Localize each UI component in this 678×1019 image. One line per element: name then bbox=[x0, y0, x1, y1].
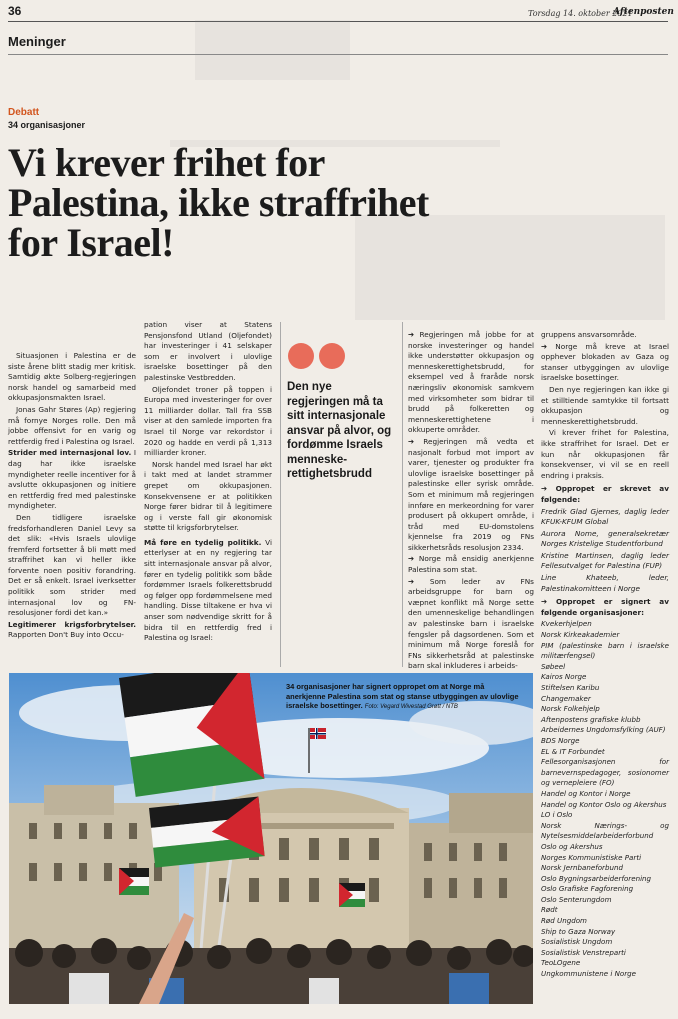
arrow-icon: ➔ bbox=[541, 341, 548, 351]
issue-date: Torsdag 14. oktober 2021 bbox=[528, 9, 633, 18]
organization-entry: LO i Oslo bbox=[541, 810, 573, 820]
organizations-list bbox=[541, 619, 669, 979]
demand-item: ➔ Som leder av FNs arbeidsgruppe for barn og væpnet konflikt må Norge sette den umenneskelige behandlingen av palestinske barn i israelske fengsler på dagsordenen. Som et minimum må Norge foreslå for FNs sikkerhetsråd at palestinske barn skal inkluderes i arbeids- bbox=[408, 576, 534, 671]
body-text: I dag har ikke israelske myndigheter reelle incentiver for å avslutte okkupasjonen og initiere en rettferdig fred med palestinske myndigheter. bbox=[8, 448, 136, 511]
body-paragraph: Oljefondet troner på toppen i Europa med investeringer for over 11 milliarder dollar. Tall fra SSB viser at den samlede importen fra Israel til Norge var rekordstor i 2020 og hadde en verdi på 1,313 milliarder kroner. bbox=[144, 384, 272, 458]
body-paragraph: Vi krever frihet for Palestina, ikke straffrihet for Israel. Det er kun når okkupasjonen får konsekvenser, vi vil se en reell endring i praksis. bbox=[541, 428, 669, 480]
subhead-paragraph bbox=[8, 448, 136, 512]
demand-item: ➔ Norge må kreve at Israel opphever blokaden av Gaza og stanser utbyggingen av ulovlige israelske bosettinger. bbox=[541, 341, 669, 383]
organization-entry: Handel og Kontor i Norge bbox=[541, 788, 631, 798]
body-paragraph: Den nye regjeringen kan ikke gi et stilltiende samtykke til fortsatt okkupasjon og menneskerettighetsbrudd. bbox=[541, 384, 669, 426]
article-kicker: Debatt bbox=[8, 107, 40, 118]
pull-quote: Den nye regjeringen må ta sitt internasjonale ansvar på alvor, og fordømme Israels menneskerettighetsbrudd bbox=[287, 381, 392, 480]
organization-entry: Rødt bbox=[541, 905, 558, 915]
organization-entry: Oslo Bygningsarbeiderforening bbox=[541, 873, 652, 883]
organization-entry: Sosialistisk Ungdom bbox=[541, 937, 613, 947]
demand-item: ➔ Norge må ensidig anerkjenne Palestina som stat. bbox=[408, 554, 534, 575]
organization-entry: Stiftelsen Karibu bbox=[541, 683, 600, 692]
parliament-protest-photo bbox=[9, 673, 533, 1004]
body-paragraph: Norsk handel med Israel har økt i takt med at landet strammer grepet om okkupasjonen. Konsekvensene er at politikken Norge fører bidrar til å legitimere og i verste fall gir økonomisk støtte til krigsforbrytelser. bbox=[144, 459, 272, 533]
organization-entry: EL & IT Forbundet bbox=[541, 746, 605, 756]
signer-entry: Line Khateeb, leder, Palestinakomitteen i Norge bbox=[541, 573, 669, 593]
organization-entry: Ship to Gaza Norway bbox=[541, 926, 616, 936]
organization-entry: PIM (palestinske barn i israelske militærfengsel) bbox=[541, 640, 669, 661]
show-through-block bbox=[195, 20, 350, 80]
arrow-icon: ➔ bbox=[408, 576, 415, 586]
organization-entry: Ungkommunistene i Norge bbox=[541, 969, 637, 979]
organization-entry: Sosialistisk Venstreparti bbox=[541, 947, 626, 957]
organization-entry: Oslo Senterungdom bbox=[541, 894, 612, 904]
newspaper-logo: Aftenposten bbox=[613, 7, 674, 17]
arrow-icon: ➔ bbox=[408, 330, 415, 339]
article-headline: Vi krever frihet for Palestina, ikke straffrihet for Israel! bbox=[8, 140, 429, 265]
organization-entry: Kairos Norge bbox=[541, 672, 587, 682]
article-column-2 bbox=[144, 320, 272, 645]
body-paragraph: Jonas Gahr Støres (Ap) regjering må fornye Norges rolle. Den må jobbe offensivt for en varig og rettferdig fred i Palestina og Israel. bbox=[8, 404, 136, 446]
signers-heading: ➔ Oppropet er skrevet av følgende: bbox=[541, 484, 669, 504]
quote-mark-icon bbox=[288, 343, 350, 373]
organization-entry: Changemaker bbox=[541, 693, 591, 703]
photo-caption bbox=[286, 682, 526, 713]
subhead: Legitimerer krigsforbrytelser. bbox=[8, 619, 136, 629]
organization-entry: Norsk Kirkeakademier bbox=[541, 630, 620, 640]
subhead: Strider med internasjonal lov. bbox=[8, 448, 132, 458]
column-divider bbox=[402, 322, 403, 667]
column-divider bbox=[280, 322, 281, 667]
article-photo bbox=[9, 673, 533, 1004]
body-paragraph: Den tidligere israelske fredsforhandleren Daniel Levy sa det slik: «Hvis Israels ulovlige fremferd fortsetter å bli møtt med straffrihet kan vi heller ikke forvente noen positiv forandring. Det er så enkelt. Israel iverksetter politikk som strider med internasjonal lov og FN-resolusjoner fordi det kan.» bbox=[8, 512, 136, 618]
organization-entry: Søbeel bbox=[541, 661, 566, 671]
organization-entry: Aftenpostens grafiske klubb bbox=[541, 714, 641, 724]
article-column-4 bbox=[408, 330, 534, 673]
subhead-paragraph bbox=[144, 538, 272, 644]
signer-entry: Fredrik Glad Gjernes, daglig leder KFUK-KFUM Global bbox=[541, 506, 669, 527]
organization-entry: Fellesorganisasjonen for barnevernspedagoger, sosionomer og vernepleiere (FO) bbox=[541, 757, 669, 788]
organization-entry: Oslo Grafiske Fagforening bbox=[541, 884, 634, 894]
organization-entry: TeoLOgene bbox=[541, 958, 581, 968]
signers-list bbox=[541, 507, 669, 595]
arrow-icon: ➔ bbox=[408, 554, 415, 564]
section-title: Meninger bbox=[8, 34, 66, 49]
orgs-heading: ➔ Oppropet er signert av følgende organisasjoner: bbox=[541, 597, 669, 617]
page-number: 36 bbox=[8, 4, 22, 18]
organization-entry: Norges Kommunistiske Parti bbox=[541, 852, 642, 862]
body-paragraph: Situasjonen i Palestina er de siste årene blitt stadig mer kritisk. Samtidig økte Solberg-regjeringen norsk handel og samarbeid med okkupasjonsmakten Israel. bbox=[8, 351, 136, 403]
signer-entry: Aurora Nome, generalsekretær Norges Kristelige Studentforbund bbox=[541, 528, 669, 549]
article-column-5 bbox=[541, 330, 669, 980]
caption-text: 34 organisasjoner har signert oppropet om at Norge må anerkjenne Palestina som stat og stanse utbyggingen av ulovlige israelske bosettinger. bbox=[286, 682, 519, 710]
subhead-paragraph bbox=[8, 620, 136, 641]
demand-item: ➔ Regjeringen må jobbe for at norske investeringer og handel ikke understøtter okkupasjon og menneskerettighetsbrudd, for eksempel ved å fraråde norsk næringsliv økonomisk samkvem med virksomheter som bidrar til brudd på folkeretten og menneskerettighetene i okkuperte områder. bbox=[408, 330, 534, 435]
organization-entry: Kvekerhjelpen bbox=[541, 619, 592, 629]
article-byline: 34 organisasjoner bbox=[8, 120, 86, 130]
organization-entry: Norsk Nærings- og Nytelsesmiddelarbeiderforbund Oslo og Akershus bbox=[541, 820, 669, 851]
photo-credit: Foto: Vegard Wivestad Grøtt / NTB bbox=[364, 704, 458, 710]
body-paragraph: gruppens ansvarsområde. bbox=[541, 330, 637, 339]
body-text: Rapporten Don't Buy into Occu- bbox=[8, 630, 124, 640]
arrow-icon: ➔ bbox=[541, 597, 548, 607]
body-text: Vi etterlyser at en ny regjering tar sitt internasjonale ansvar på alvor, fører en tydelig politikk som både fordømmer Israels folkerettsbrudd og følger opp fordømmelsene med handling. Disse tiltakene er hva vi anser som nødvendige skritt for å bidra til en rettferdig fred i Palestina og Israel: bbox=[144, 537, 273, 643]
article-column-1 bbox=[8, 351, 136, 642]
organization-entry: Arbeidernes Ungdomsfylking (AUF) bbox=[541, 725, 666, 735]
body-paragraph: pation viser at Statens Pensjonsfond Utland (Oljefondet) har investeringer i 41 selskaper som er involvert i ulovlige israelske bosettinger på den palestinske Vestbredden. bbox=[144, 320, 272, 382]
organization-entry: BDS Norge bbox=[541, 735, 580, 745]
arrow-icon: ➔ bbox=[408, 436, 415, 446]
organization-entry: Norsk Jernbaneforbund bbox=[541, 863, 623, 873]
organization-entry: Rød Ungdom bbox=[541, 916, 587, 926]
signer-entry: Kristine Martinsen, daglig leder Fellesutvalget for Palestina (FUP) bbox=[541, 550, 669, 571]
subhead: Må føre en tydelig politikk. bbox=[144, 537, 262, 547]
organization-entry: Handel og Kontor Oslo og Akershus bbox=[541, 799, 667, 809]
demand-item: ➔ Regjeringen må vedta et nasjonalt forbud mot import av varer, tjenester og produkter fra ulovlige israelske bosettinger på palestinske eller syrisk område. Som et minimum må regjeringen innføre en merkeordning for varer produsert på okkupert område, i tråd med EU-domstolens kjennelse fra 2019 og FNs sikkerhetsråds resolusjon 2334. bbox=[408, 436, 534, 552]
arrow-icon: ➔ bbox=[541, 484, 548, 494]
organization-entry: Norsk Folkehjelp bbox=[541, 704, 600, 714]
